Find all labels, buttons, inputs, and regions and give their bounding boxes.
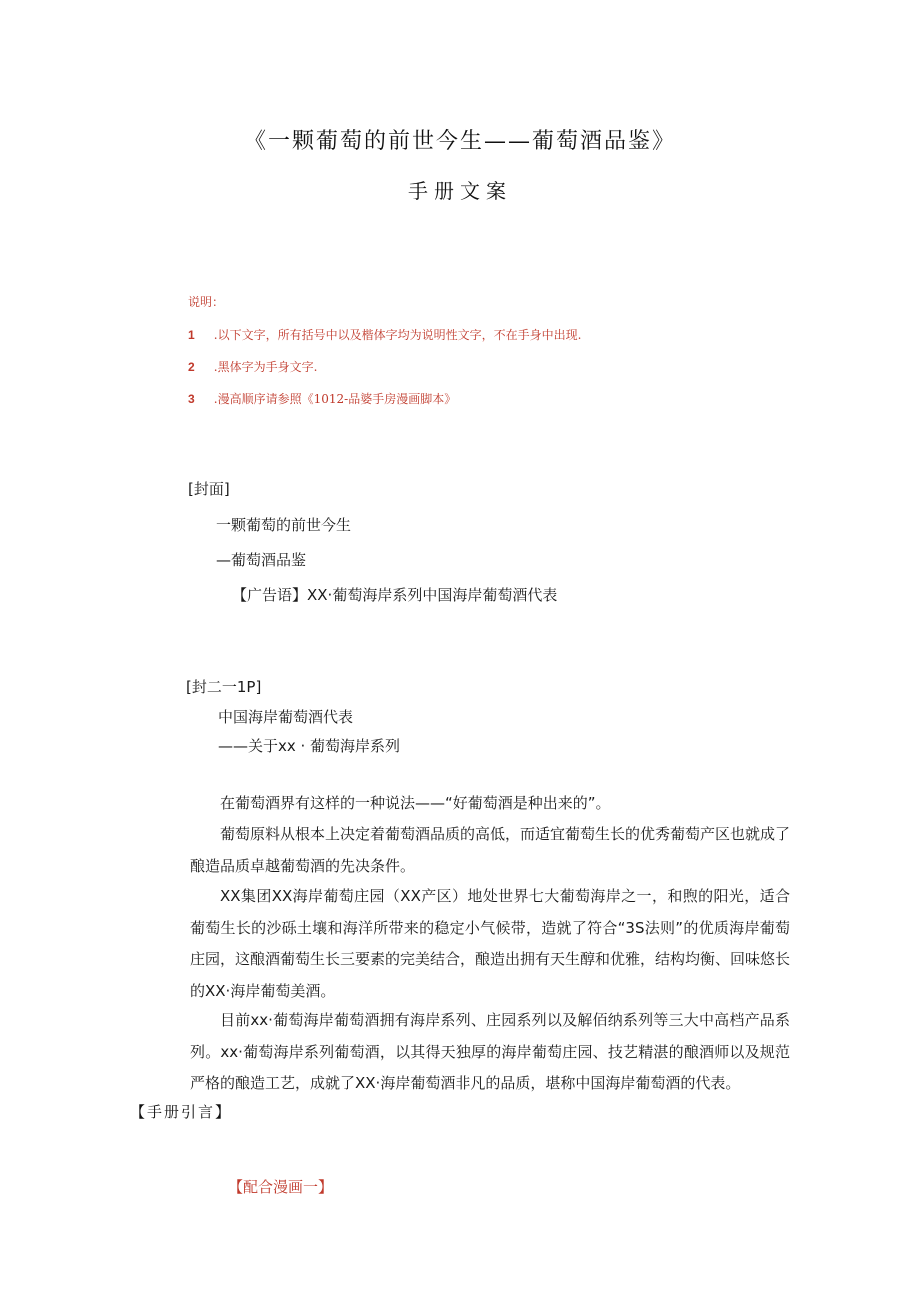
note-number: 1 — [188, 328, 195, 342]
cover-ad-line: 【广告语】XX·葡萄海岸系列中国海岸葡萄酒代表 — [232, 586, 558, 604]
note-text: .漫高顺序请参照《1012-品婆手房漫画脚本》 — [213, 392, 457, 406]
body-paragraph: 葡萄原料从根本上决定着葡萄酒品质的高低，而适宜葡萄生长的优秀葡萄产区也就成了酿造品质卓越葡萄酒的先决条件。 — [190, 825, 791, 875]
cover-line-1: 一颗葡萄的前世今生 — [216, 516, 352, 534]
cover-tag: [封面] — [188, 480, 230, 498]
note-item — [188, 356, 317, 375]
body-paragraph: 目前xx·葡萄海岸葡萄酒拥有海岸系列、庄园系列以及解佰纳系列等三大中高档产品系列。xx·葡萄海岸系列葡萄酒，以其得天独厚的海岸葡萄庄园、技艺精湛的酿酒师以及规范严格的酿造工艺，成就了XX·海岸葡萄酒非凡的品质，堪称中国海岸葡萄酒的代表。 — [190, 1011, 790, 1092]
notes-heading: 说明： — [188, 295, 225, 309]
body-paragraph: XX集团XX海岸葡萄庄园（XX产区）地处世界七大葡萄海岸之一，和煦的阳光，适合葡萄生长的沙砾土壤和海洋所带来的稳定小气候带，造就了符合“3S法则”的优质海岸葡萄庄园，这酿酒葡萄生长三要素的完美结合，酿造出拥有天生醇和优雅，结构均衡、回味悠长的XX·海岸葡萄美酒。 — [190, 887, 791, 1000]
inside-cover-tag: [封二一1P] — [186, 678, 262, 696]
cover-line-2: —葡萄酒品鉴 — [216, 551, 307, 569]
document-title: 《一颗葡萄的前世今生——葡萄酒品鉴》 — [243, 129, 676, 154]
note-text: .以下文字，所有括号中以及楷体字均为说明性文字，不在手身中出现. — [213, 328, 582, 342]
body-paragraph: 在葡萄酒界有这样的一种说法——“好葡萄酒是种出来的”。 — [220, 794, 611, 812]
inside-cover-line-1: 中国海岸葡萄酒代表 — [218, 708, 354, 726]
note-number: 3 — [188, 392, 195, 406]
document-subtitle: 手册文案 — [408, 179, 512, 203]
manual-intro-tag: 【手册引言】 — [130, 1103, 233, 1121]
note-text: .黑体字为手身文字. — [213, 360, 318, 374]
note-item — [188, 324, 581, 343]
inside-cover-line-2: ——关于xx · 葡萄海岸系列 — [218, 737, 401, 755]
note-item — [188, 388, 456, 407]
note-number: 2 — [188, 360, 195, 374]
comic-reference-tag: 【配合漫画一】 — [228, 1178, 334, 1196]
